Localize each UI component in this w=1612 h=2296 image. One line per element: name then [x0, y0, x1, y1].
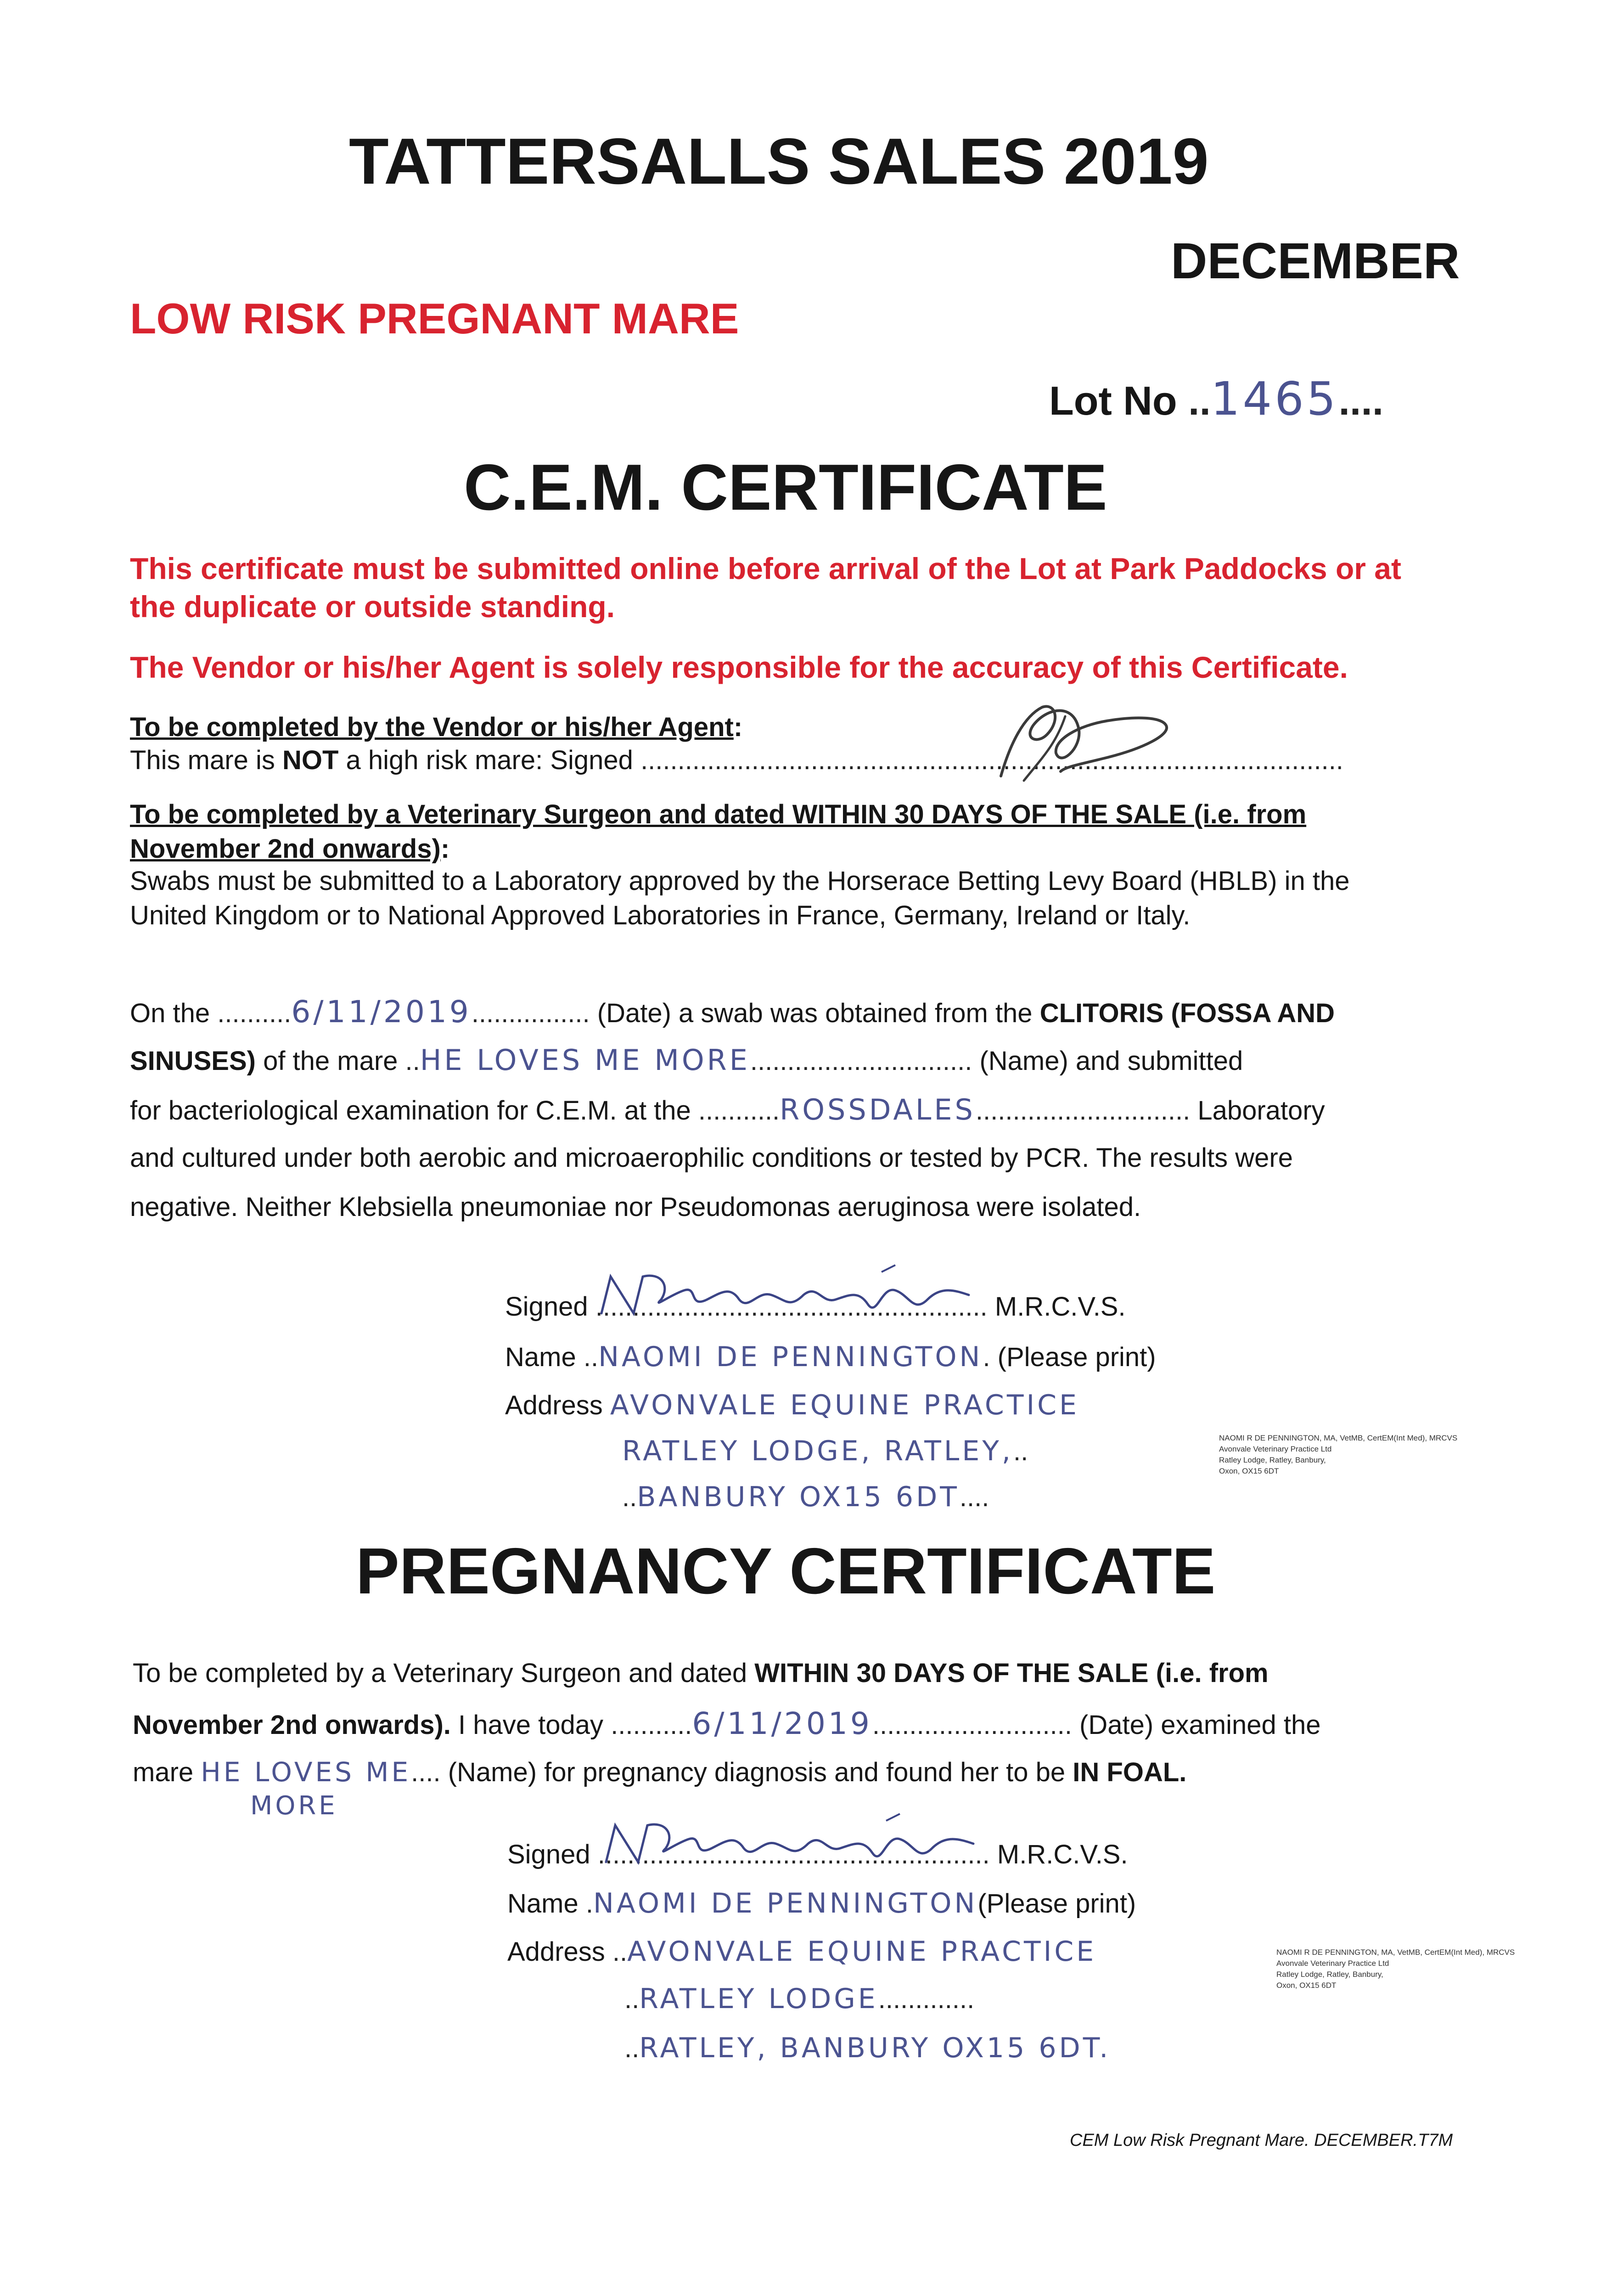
pregnancy-paragraph-line1: To be completed by a Veterinary Surgeon and dated WITHIN 30 DAYS OF THE SALE (i.e. from: [133, 1658, 1269, 1688]
lot-number-line: Lot No ..1465....: [1049, 372, 1384, 426]
cem-address-2: RATLEY LODGE, RATLEY,: [622, 1435, 1013, 1467]
responsibility-warning: The Vendor or his/her Agent is solely responsible for the accuracy of this Certificate.: [130, 650, 1348, 684]
pregnancy-address-1: AVONVALE EQUINE PRACTICE: [627, 1936, 1097, 1968]
cem-paragraph-line4: and cultured under both aerobic and microaerophilic conditions or tested by PCR. The results were: [130, 1143, 1293, 1173]
cem-paragraph-line5: negative. Neither Klebsiella pneumoniae nor Pseudomonas aeruginosa were isolated.: [130, 1192, 1141, 1222]
cem-paragraph-line1: On the ..........6/11/2019................ (Date) a swab was obtained from the CLITORIS (FOSSA AND: [130, 994, 1335, 1030]
pregnancy-mare-name-continued: MORE: [250, 1791, 338, 1821]
vendor-signature: [969, 689, 1180, 790]
form-reference-footer: CEM Low Risk Pregnant Mare. DECEMBER.T7M: [1070, 2131, 1453, 2150]
pregnancy-name-line: Name .NAOMI DE PENNINGTON(Please print): [507, 1887, 1136, 1919]
pregnancy-exam-date: 6/11/2019: [692, 1706, 872, 1741]
pregnancy-address-line3: ..RATLEY, BANBURY OX15 6DT.: [624, 2032, 1111, 2064]
submission-warning-line1: This certificate must be submitted online before arrival of the Lot at Park Paddocks or at: [130, 551, 1401, 585]
pregnancy-vet-name: NAOMI DE PENNINGTON: [593, 1887, 978, 1919]
cem-certificate-title: C.E.M. CERTIFICATE: [464, 451, 1107, 524]
cem-paragraph-line2: SINUSES) of the mare ..HE LOVES ME MORE.............................. (Name) and submitted: [130, 1043, 1243, 1077]
cem-address-line2: RATLEY LODGE, RATLEY,..: [622, 1435, 1028, 1467]
cem-address-1: AVONVALE EQUINE PRACTICE: [610, 1389, 1079, 1421]
cem-vet-name: NAOMI DE PENNINGTON: [598, 1341, 983, 1373]
pregnancy-address-line2: ..RATLEY LODGE.............: [624, 1983, 975, 2015]
swab-note-line2: United Kingdom or to National Approved Laboratories in France, Germany, Ireland or Italy.: [130, 900, 1191, 930]
risk-category: LOW RISK PREGNANT MARE: [130, 294, 739, 343]
vet-section-heading-line1: To be completed by a Veterinary Surgeon and dated WITHIN 30 DAYS OF THE SALE (i.e. from: [130, 799, 1307, 829]
pregnancy-paragraph-line2: November 2nd onwards). I have today ...........6/11/2019........................... (Date) examined the: [133, 1706, 1321, 1741]
cem-address-line3: ..BANBURY OX15 6DT....: [622, 1481, 989, 1513]
cem-mare-name: HE LOVES ME MORE: [420, 1043, 750, 1077]
cem-vet-signature: [592, 1258, 1005, 1327]
swab-note-line1: Swabs must be submitted to a Laboratory approved by the Horserace Betting Levy Board (HBLB) in the: [130, 866, 1350, 896]
vet-section-heading-line2: November 2nd onwards):: [130, 834, 450, 864]
pregnancy-address-2: RATLEY LODGE: [639, 1983, 878, 2015]
document-title: TATTERSALLS SALES 2019: [349, 125, 1209, 198]
submission-warning-line2: the duplicate or outside standing.: [130, 590, 615, 624]
sale-month: DECEMBER: [1171, 233, 1460, 289]
pregnancy-signed-line: Signed ..................................................... M.R.C.V.S.: [507, 1840, 1128, 1869]
lot-number-value: 1465: [1210, 372, 1339, 426]
cem-signed-line: Signed ..................................................... M.R.C.V.S.: [505, 1292, 1126, 1322]
pregnancy-practice-stamp: NAOMI R DE PENNINGTON, MA, VetMB, CertEM(Int Med), MRCVS Avonvale Veterinary Practice Ltd Ratley Lodge, Ratley, Banbury, Oxon, OX15 6DT: [1276, 1948, 1515, 1990]
cem-address-line1: Address AVONVALE EQUINE PRACTICE: [505, 1389, 1079, 1421]
cem-address-3: BANBURY OX15 6DT: [637, 1481, 960, 1513]
pregnancy-vet-signature: [597, 1807, 1010, 1876]
pregnancy-paragraph-line3: mare HE LOVES ME.... (Name) for pregnancy diagnosis and found her to be IN FOAL.: [133, 1756, 1187, 1788]
pregnancy-mare-name: HE LOVES ME: [201, 1756, 411, 1788]
pregnancy-address-line1: Address ..AVONVALE EQUINE PRACTICE: [507, 1936, 1097, 1968]
swab-date: 6/11/2019: [291, 994, 472, 1030]
pregnancy-certificate-title: PREGNANCY CERTIFICATE: [356, 1535, 1216, 1608]
pregnancy-address-3: RATLEY, BANBURY OX15 6DT.: [639, 2032, 1111, 2064]
vendor-declaration: This mare is NOT a high risk mare: Signed ...............................................................................................: [130, 745, 1343, 775]
lot-label: Lot No: [1049, 378, 1177, 423]
laboratory-name: ROSSDALES: [780, 1093, 976, 1126]
vendor-section-heading: To be completed by the Vendor or his/her Agent:: [130, 712, 743, 742]
cem-name-line: Name ..NAOMI DE PENNINGTON. (Please print): [505, 1341, 1156, 1373]
cem-paragraph-line3: for bacteriological examination for C.E.M. at the ...........ROSSDALES............................. Laboratory: [130, 1093, 1325, 1126]
cem-practice-stamp: NAOMI R DE PENNINGTON, MA, VetMB, CertEM(Int Med), MRCVS Avonvale Veterinary Practice Ltd Ratley Lodge, Ratley, Banbury, Oxon, OX15 6DT: [1219, 1434, 1458, 1475]
